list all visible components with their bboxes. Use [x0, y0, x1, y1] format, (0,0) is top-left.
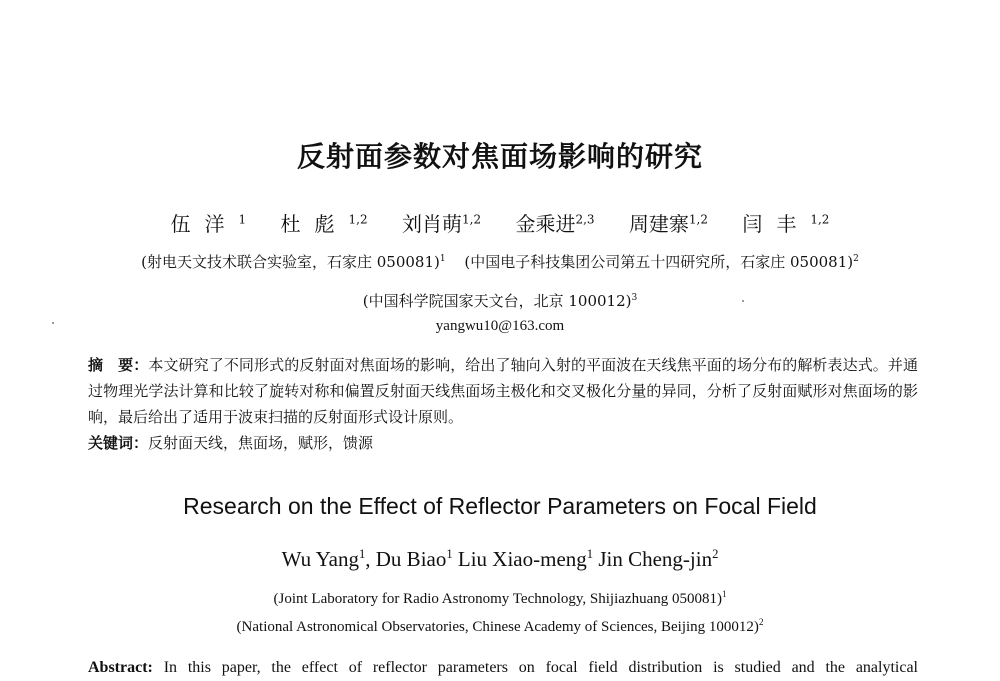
author-en: Jin Cheng-jin$^2$: [598, 547, 719, 571]
abstract-zh-text: 本文研究了不同形式的反射面对焦面场的影响，给出了轴向入射的平面波在天线焦平面的场分布的解析表达式。并通过物理光学法计算和比较了旋转对称和偏置反射面天线焦面场主极化和交叉极化分量的异同，分析了反射面赋形对焦面场的影响，最后给出了适用于波束扫描的反射面形式设计原则。: [88, 356, 918, 426]
keywords-zh-label: 关键词：: [88, 434, 149, 452]
author-zh: 杜彪$^{1,2}$: [280, 212, 368, 236]
author-en: Wu Yang$^1$,: [281, 547, 376, 571]
authors-zh: [0, 208, 1000, 237]
keywords-zh: [88, 430, 918, 456]
abstract-en-text: In this paper, the effect of reflector parameters on focal field distribution is studied and the analytical: [163, 659, 919, 676]
author-email[interactable]: yangwu10@163.com: [435, 318, 565, 334]
author-en: Liu Xiao-meng$^1$: [457, 547, 594, 571]
keywords-zh-text: 反射面天线，焦面场，赋形，馈源: [148, 434, 374, 452]
abstract-zh: [88, 352, 918, 430]
affiliation-zh-3: (中国科学院国家天文台，北京 100012)$^3$: [362, 292, 638, 310]
author-en: Du Biao$^1$: [375, 547, 453, 571]
affiliation-en-1: (Joint Laboratory for Radio Astronomy Technology, Shijiazhuang 050081)$^1$: [273, 589, 727, 607]
authors-en: [0, 547, 1000, 572]
author-zh: 闫丰$^{1,2}$: [742, 212, 830, 236]
scan-speck: [742, 300, 744, 302]
abstract-en: [88, 655, 918, 681]
affiliations-zh-line-1: [0, 251, 1000, 272]
abstract-zh-label: 摘 要：: [88, 356, 149, 374]
affiliation-zh-2: (中国电子科技集团公司第五十四研究所，石家庄 050081)$^2$: [464, 253, 859, 271]
title-zh: 反射面参数对焦面场影响的研究: [296, 140, 703, 173]
affiliation-zh-1: (射电天文技术联合实验室，石家庄 050081)$^1$: [141, 253, 446, 271]
affiliation-en-2: (National Astronomical Observatories, Chinese Academy of Sciences, Beijing 100012)$^2$: [236, 617, 764, 635]
title-en: Research on the Effect of Reflector Parameters on Focal Field: [183, 493, 817, 519]
author-zh: 周建寨$^{1,2}$: [628, 212, 708, 236]
abstract-en-label: Abstract:: [88, 659, 153, 676]
author-zh: 金乘进$^{2,3}$: [515, 212, 595, 236]
author-zh: 刘肖萌$^{1,2}$: [402, 212, 482, 236]
scan-speck: [52, 322, 54, 324]
author-zh: 伍洋$^1$: [170, 212, 247, 236]
